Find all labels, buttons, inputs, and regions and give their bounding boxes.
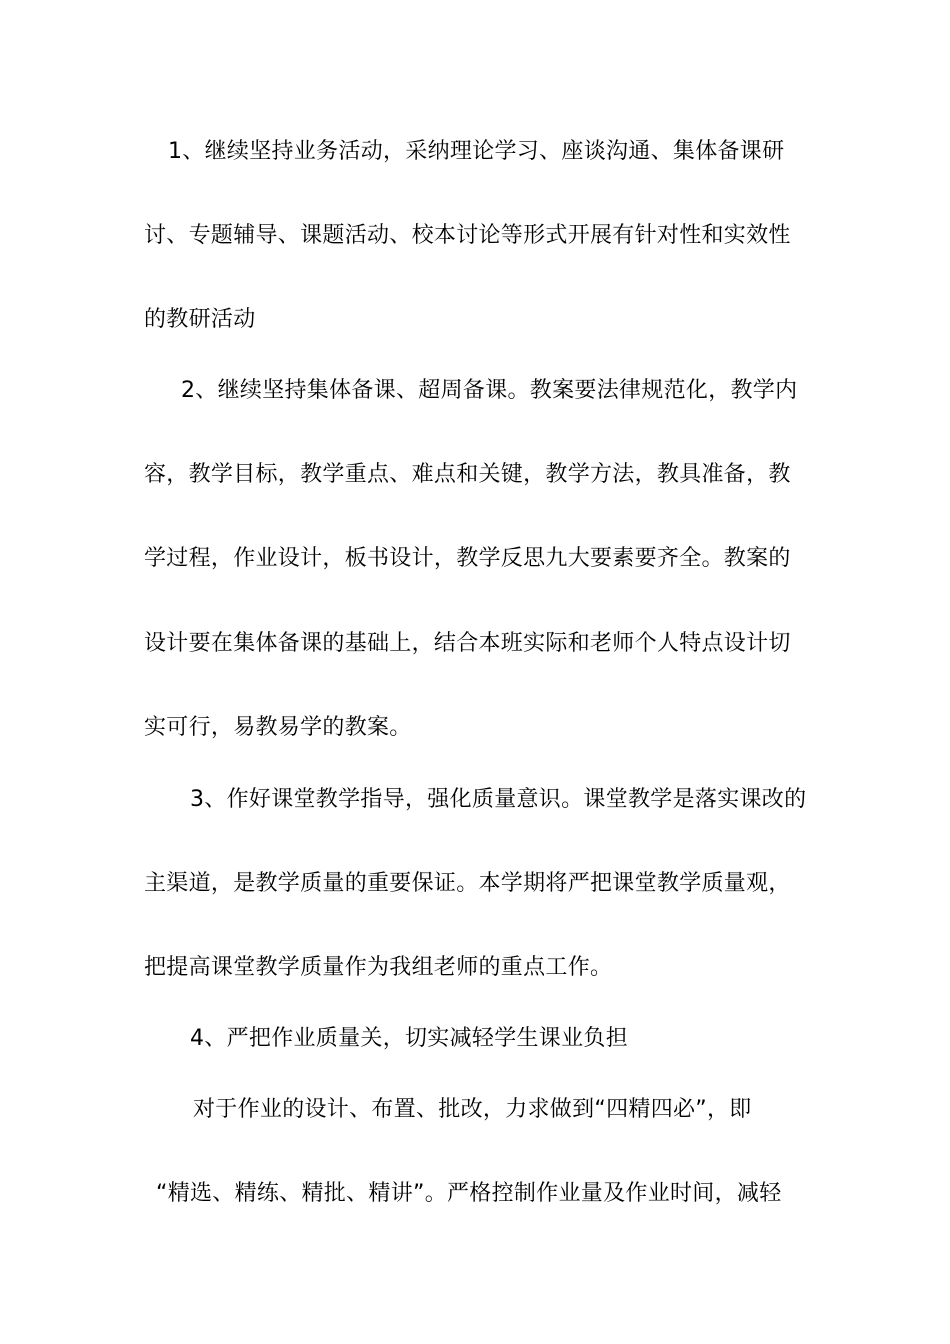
paragraph-4-heading: 4、严把作业质量关，切实减轻学生课业负担 [190, 1026, 628, 1051]
paragraph-5-line-1: 对于作业的设计、布置、批改，力求做到“四精四必”，即 [193, 1097, 752, 1122]
paragraph-2-line-4: 设计要在集体备课的基础上，结合本班实际和老师个人特点设计切 [144, 631, 791, 656]
paragraph-2-line-1: 2、继续坚持集体备课、超周备课。教案要法律规范化，教学内 [181, 378, 798, 403]
paragraph-5-line-2: “精选、精练、精批、精讲”。严格控制作业量及作业时间，减轻 [156, 1181, 782, 1206]
paragraph-1-line-2: 讨、专题辅导、课题活动、校本讨论等形式开展有针对性和实效性 [144, 223, 791, 248]
paragraph-1-line-3: 的教研活动 [144, 307, 256, 332]
paragraph-3-line-1: 3、作好课堂教学指导，强化质量意识。课堂教学是落实课改的 [190, 787, 807, 812]
paragraph-2-line-5: 实可行，易教易学的教案。 [144, 715, 412, 740]
paragraph-3-line-3: 把提高课堂教学质量作为我组老师的重点工作。 [144, 955, 613, 980]
paragraph-1-line-1: 1、继续坚持业务活动，采纳理论学习、座谈沟通、集体备课研 [168, 139, 785, 164]
paragraph-3-line-2: 主渠道，是教学质量的重要保证。本学期将严把课堂教学质量观， [144, 871, 791, 896]
paragraph-2-line-3: 学过程，作业设计，板书设计，教学反思九大要素要齐全。教案的 [144, 546, 791, 571]
paragraph-2-line-2: 容，教学目标，教学重点、难点和关键，教学方法，教具准备，教 [144, 462, 791, 487]
